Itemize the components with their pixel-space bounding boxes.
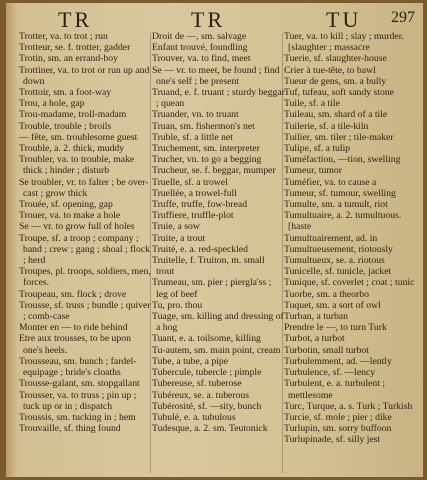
dictionary-entry: Etre aux trousses, to be upon one's heels. <box>19 333 131 356</box>
dictionary-entry: Tuilerie, sf. a tile-kiln <box>284 120 369 132</box>
dictionary-entry: Turbotin, small turbot <box>284 344 369 356</box>
dictionary-entry: Tuage, sm. killing and dressing of a hog <box>152 311 284 334</box>
dictionary-entry: Troupe, sf. a troop ; company ; band ; crew ; gang ; shoal ; flock ; herd <box>19 232 150 267</box>
dictionary-entry: Troussis, sm. tucking in ; hem <box>19 411 136 423</box>
dictionary-entry: Tuf, tufeau, soft sandy stone <box>284 87 394 99</box>
dictionary-entry: Truite, a trout <box>152 232 206 244</box>
dictionary-entry: Troubler, va. to trouble, make thick ; hinder ; disturb <box>19 154 135 177</box>
dictionary-entry: Tubercule, tubercle ; pimple <box>152 367 262 379</box>
dictionary-entry: Tumultueusement, riotously <box>284 243 393 255</box>
dictionary-entry: Trouvaille, sf. thing found <box>19 423 121 435</box>
dictionary-page <box>6 3 423 477</box>
dictionary-entry: Tu, pro. thou <box>152 299 203 311</box>
dictionary-entry: Tuméfier, va. to cause a <box>284 176 377 188</box>
dictionary-entry: Truitelle, f. Truiton, m. small trout <box>152 255 265 278</box>
dictionary-entry: Trou, a hole, gap <box>19 98 85 110</box>
dictionary-entry: Tuerie, sf. slaughter-house <box>284 53 387 65</box>
header-left: TR <box>58 7 93 32</box>
dictionary-entry: Truchement, sm. interpreter <box>152 143 260 155</box>
dictionary-entry: Tumeur, sf. tumour, swelling <box>284 187 396 199</box>
dictionary-entry: Troupeau, sm. flock ; drove <box>19 288 127 300</box>
dictionary-entry: Truffe, truffe, fow-bread <box>152 199 248 211</box>
dictionary-entry: Tuméfaction, —tion, swelling <box>284 154 401 166</box>
dictionary-entry: Tudesque, a. 2. sm. Teutonick <box>152 423 268 435</box>
dictionary-entry: Tuant, e. a. toilsome, killing <box>152 333 261 345</box>
dictionary-entry: Trumeau, sm. pier ; piergla'ss ; leg of beef <box>152 277 272 300</box>
dictionary-entry: Tubéreux, se. a. tuberous <box>152 389 250 401</box>
dictionary-entry: Tumultuairement, ad. in <box>284 232 378 244</box>
dictionary-entry: Turban, a turban <box>284 311 348 323</box>
dictionary-entry: Tuer, va. to kill ; slay ; murder. [slaughter ; massacre <box>284 31 404 54</box>
dictionary-entry: Truffiere, truffle-plot <box>152 210 234 222</box>
dictionary-entry: Tubereuse, sf. tuberose <box>152 378 242 390</box>
dictionary-entry: Turc, Turque, a. s. Turk ; Turkish <box>284 400 413 412</box>
dictionary-entry: Trotteur, se. f. trotter, gadder <box>19 42 131 54</box>
dictionary-entry: Se — vr. to meet, be found ; find one's self ; be present <box>152 64 280 87</box>
dictionary-entry: Trucher, vn. to go a begging <box>152 154 262 166</box>
dictionary-entry: Truie, a sow <box>152 221 200 233</box>
dictionary-entry: Trousseau, sm. bunch ; fardel-equipage ; bride's cloaths <box>19 355 137 379</box>
dictionary-entry: Tuile, sf. a tile <box>284 98 340 110</box>
dictionary-entry: Turlupinade, sf. silly jest <box>284 434 381 446</box>
column-left <box>19 31 152 434</box>
dictionary-entry: Tuileau, sm. shard of a tile <box>284 109 388 121</box>
dictionary-entry: Turbot, a turbot <box>284 333 345 345</box>
dictionary-entry: Turcie, sf. mole ; pier ; dike <box>284 411 392 423</box>
dictionary-entry: Trotter, va. to trot ; run <box>19 31 108 42</box>
dictionary-entry: Trotin, sm. an errand-boy <box>19 53 118 65</box>
dictionary-entry: Trucheur, se. f. beggar, mumper <box>152 165 276 177</box>
dictionary-entry: Tumultuaire, a. 2. tumultuous. [haste <box>284 210 402 233</box>
column-right <box>284 31 417 446</box>
dictionary-entry: Tunique, sf. coverlet ; coat ; tunic <box>284 277 415 289</box>
dictionary-entry: Tube, a tube, a pipe <box>152 355 229 367</box>
dictionary-entry: Truble, sf. a little net <box>152 131 233 143</box>
dictionary-entry: Monter en — to ride behind <box>19 322 128 334</box>
dictionary-entry: Tumeur, tumor <box>284 165 342 177</box>
dictionary-entry: — fête, sm. troublesome guest <box>19 131 138 143</box>
dictionary-entry: Truité, e. a. red-speckled <box>152 243 248 255</box>
dictionary-entry: Tuorbe, sm. a theorbo <box>284 288 369 300</box>
dictionary-entry: Trouble, trouble ; broils <box>19 120 112 132</box>
dictionary-entry: Truelle, sf. a trowel <box>152 176 228 188</box>
dictionary-entry: Crier à tue-tête, to bawl <box>284 64 376 76</box>
header-right: TU <box>326 7 362 32</box>
dictionary-entry: Tu-autem, sm. main point, cream <box>152 344 281 356</box>
dictionary-entry: Trousse-galant, sm. stopgallant <box>19 378 140 390</box>
dictionary-entry: Tumulte, sm. a tumult, riot <box>284 199 388 211</box>
dictionary-entry: Tueur de gens, sm. a bully <box>284 75 387 87</box>
dictionary-entry: Trou-madame, troll-madam <box>19 109 127 121</box>
dictionary-entry: Se — vr. to grow full of holes <box>19 221 135 233</box>
dictionary-entry: Tubérosité, sf. —sity, bunch <box>152 400 262 412</box>
dictionary-entry: Enfant trouvé, foundling <box>152 42 248 54</box>
dictionary-entry: Trousser, va. to truss ; pin up ; tuck up or in ; dispatch <box>19 389 137 412</box>
dictionary-entry: Turbulemment, ad. —lently <box>284 355 392 367</box>
dictionary-entry: Troupes, pl. troops, soldiers, men, forces. <box>19 266 151 289</box>
dictionary-entry: Truand, e. f. truant ; sturdy beggar ; quean <box>152 87 285 110</box>
dictionary-entry: Trouble, a. 2. thick, muddy <box>19 143 125 155</box>
running-headers <box>6 3 423 32</box>
dictionary-entry: Tuilier, sm. tiler ; tile-maker <box>284 131 394 143</box>
dictionary-entry: Tumultueux, se. a. riotous <box>284 255 385 267</box>
page-number: 297 <box>391 9 415 26</box>
dictionary-entry: Tunicelle, sf. tunicle, jacket <box>284 266 392 278</box>
dictionary-entry: Trouée, sf. opening, gap <box>19 199 113 211</box>
header-middle: TR <box>191 7 226 32</box>
dictionary-entry: Prendre le —, to turn Turk <box>284 322 387 334</box>
dictionary-entry: Trouer, va. to make a hole <box>19 210 121 222</box>
dictionary-entry: Turlupin, sm. sorry buffoon <box>284 423 392 435</box>
dictionary-entry: Tubulé, e. a. tubulous <box>152 411 236 423</box>
dictionary-entry: Tulipe, sf. a tulip <box>284 143 351 155</box>
dictionary-entry: Turbulent, e. a. turbulent ; mettlesome <box>284 378 386 401</box>
dictionary-entry: Truellée, a trowel-full <box>152 187 237 199</box>
column-middle <box>152 31 285 434</box>
dictionary-entry: Trousse, sf. truss ; bundle ; quiver ; comb-case <box>19 299 151 323</box>
dictionary-entry: Truander, vn. to truant <box>152 109 239 121</box>
dictionary-entry: Tuquet, sm. a sort of owl <box>284 299 381 311</box>
dictionary-entry: Turbulence, sf. —lency <box>284 367 376 379</box>
dictionary-entry: Truan, sm. fishermon's net <box>152 120 255 132</box>
dictionary-entry: Droit de —, sm. salvage <box>152 31 247 42</box>
dictionary-entry: Trottoir, sm. a foot-way <box>19 87 112 99</box>
dictionary-entry: Trouver, va. to find, meet <box>152 53 251 65</box>
dictionary-entry: Trottiner, va. to trot or run up and down <box>19 64 150 87</box>
dictionary-entry: Se troubler, vr. to falter ; be over-cast ; grow thick <box>19 176 149 199</box>
